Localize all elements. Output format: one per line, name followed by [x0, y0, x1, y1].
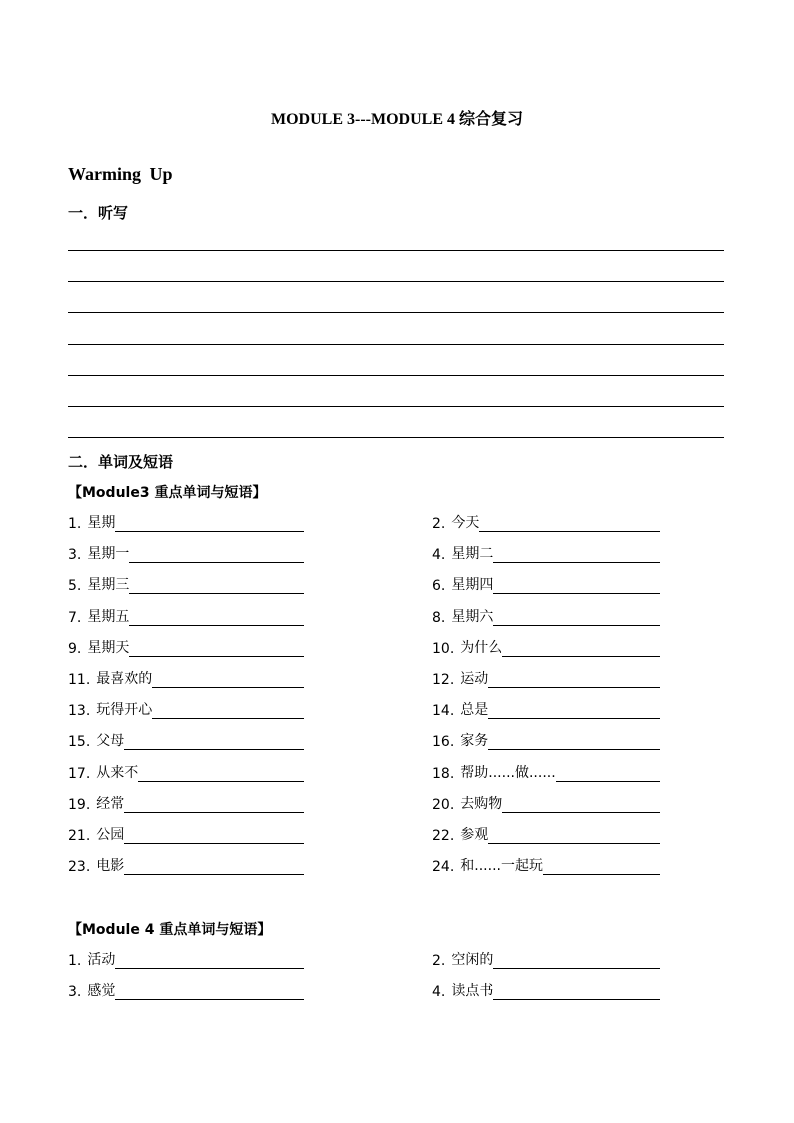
- vocab-item: [68, 699, 304, 719]
- item-number: 22.: [432, 828, 455, 844]
- answer-blank[interactable]: [124, 797, 304, 813]
- answer-blank[interactable]: [479, 516, 660, 532]
- vocab-item: [432, 793, 660, 813]
- vocab-item: [68, 762, 304, 782]
- item-word: 帮助......做......: [460, 764, 556, 781]
- vocab-item: [68, 668, 304, 688]
- item-number: 15.: [68, 734, 91, 751]
- item-number: 13.: [68, 703, 91, 720]
- vocab-item: [432, 543, 660, 563]
- vocab-item: [68, 855, 304, 875]
- item-number: 4.: [432, 547, 446, 564]
- answer-blank[interactable]: [502, 797, 660, 813]
- vocab-item: [68, 637, 304, 657]
- vocab-item: [68, 949, 304, 969]
- answer-blank[interactable]: [493, 610, 660, 626]
- item-word: 电影: [96, 858, 125, 875]
- answer-blank[interactable]: [488, 734, 660, 750]
- item-word: 活动: [87, 952, 116, 968]
- answer-blank[interactable]: [124, 859, 304, 875]
- vocab-item: [432, 762, 660, 782]
- dictation-line[interactable]: [68, 250, 724, 251]
- item-number: 5.: [68, 578, 82, 595]
- answer-blank[interactable]: [124, 828, 304, 844]
- vocab-item: [68, 512, 304, 532]
- answer-blank[interactable]: [556, 766, 660, 782]
- item-number: 24.: [432, 859, 455, 876]
- answer-blank[interactable]: [488, 828, 660, 844]
- vocab-item: [68, 606, 304, 626]
- item-word: 星期六: [451, 608, 494, 625]
- item-word: 最喜欢的: [96, 671, 153, 687]
- dictation-line[interactable]: [68, 312, 724, 313]
- vocab-item: [68, 824, 304, 844]
- answer-blank[interactable]: [138, 766, 304, 782]
- item-number: 8.: [432, 609, 446, 626]
- module4-heading: 【Module 4 重点单词与短语】: [68, 922, 272, 938]
- item-number: 1.: [68, 953, 82, 969]
- item-number: 1.: [68, 516, 82, 532]
- answer-blank[interactable]: [502, 641, 660, 657]
- dictation-line[interactable]: [68, 406, 724, 407]
- dictation-line[interactable]: [68, 281, 724, 282]
- answer-blank[interactable]: [129, 641, 304, 657]
- item-word: 公园: [96, 827, 125, 843]
- item-word: 和......一起玩: [460, 858, 543, 875]
- item-number: 17.: [68, 765, 91, 782]
- item-number: 11.: [68, 672, 91, 688]
- item-number: 7.: [68, 609, 82, 626]
- vocab-item: [432, 668, 660, 688]
- item-word: 参观: [460, 827, 489, 843]
- item-word: 空闲的: [451, 952, 494, 968]
- answer-blank[interactable]: [493, 578, 660, 594]
- item-number: 3.: [68, 547, 82, 564]
- answer-blank[interactable]: [488, 703, 660, 719]
- vocab-item: [432, 637, 660, 657]
- item-number: 19.: [68, 796, 91, 813]
- item-word: 从来不: [96, 764, 139, 781]
- answer-blank[interactable]: [129, 578, 304, 594]
- item-number: 10.: [432, 640, 455, 657]
- vocab-item: [68, 730, 304, 750]
- item-word: 感觉: [87, 983, 116, 1000]
- vocab-item: [68, 793, 304, 813]
- item-number: 9.: [68, 640, 82, 657]
- item-word: 家务: [460, 733, 489, 750]
- vocab-item: [432, 574, 660, 594]
- item-number: 12.: [432, 672, 455, 688]
- item-word: 星期五: [87, 608, 130, 625]
- item-word: 运动: [460, 671, 489, 687]
- item-number: 20.: [432, 796, 455, 813]
- item-word: 总是: [460, 702, 489, 719]
- answer-blank[interactable]: [488, 672, 660, 688]
- vocab-item: [68, 980, 304, 1000]
- answer-blank[interactable]: [493, 953, 660, 969]
- item-number: 23.: [68, 859, 91, 876]
- section-vocabulary-heading: 二．单词及短语: [68, 453, 174, 471]
- item-number: 3.: [68, 984, 82, 1001]
- module3-heading: 【Module3 重点单词与短语】: [68, 485, 267, 501]
- vocab-item: [432, 949, 660, 969]
- answer-blank[interactable]: [115, 953, 304, 969]
- item-word: 星期三: [87, 577, 130, 594]
- item-word: 为什么: [460, 639, 503, 656]
- answer-blank[interactable]: [115, 984, 304, 1000]
- item-number: 14.: [432, 703, 455, 720]
- answer-blank[interactable]: [152, 703, 304, 719]
- item-word: 读点书: [451, 983, 494, 1000]
- item-number: 6.: [432, 578, 446, 595]
- answer-blank[interactable]: [152, 672, 304, 688]
- answer-blank[interactable]: [493, 547, 660, 563]
- item-number: 21.: [68, 828, 91, 844]
- vocab-item: [68, 543, 304, 563]
- vocab-item: [432, 855, 660, 875]
- warming-up-heading: Warming Up: [68, 164, 173, 184]
- item-word: 星期一: [87, 546, 130, 563]
- item-number: 16.: [432, 734, 455, 751]
- dictation-line[interactable]: [68, 344, 724, 345]
- vocab-item: [432, 824, 660, 844]
- item-word: 星期天: [87, 639, 130, 656]
- answer-blank[interactable]: [124, 734, 304, 750]
- page-title: MODULE 3---MODULE 4 综合复习: [271, 111, 523, 128]
- item-number: 18.: [432, 765, 455, 782]
- item-word: 父母: [96, 733, 125, 750]
- answer-blank[interactable]: [115, 516, 304, 532]
- item-number: 2.: [432, 516, 446, 532]
- item-word: 今天: [451, 515, 480, 531]
- item-word: 星期: [87, 515, 116, 531]
- item-word: 去购物: [460, 795, 503, 812]
- vocab-item: [432, 512, 660, 532]
- answer-blank[interactable]: [493, 984, 660, 1000]
- item-word: 玩得开心: [96, 702, 153, 719]
- item-word: 星期四: [451, 577, 494, 594]
- answer-blank[interactable]: [543, 859, 660, 875]
- answer-blank[interactable]: [129, 547, 304, 563]
- vocab-item: [68, 574, 304, 594]
- section-dictation-heading: 一．听写: [68, 204, 129, 222]
- vocab-item: [432, 730, 660, 750]
- vocab-item: [432, 606, 660, 626]
- item-number: 4.: [432, 984, 446, 1001]
- dictation-line[interactable]: [68, 375, 724, 376]
- vocab-item: [432, 980, 660, 1000]
- item-word: 经常: [96, 795, 125, 812]
- item-number: 2.: [432, 953, 446, 969]
- vocab-item: [432, 699, 660, 719]
- item-word: 星期二: [451, 546, 494, 563]
- dictation-line[interactable]: [68, 437, 724, 438]
- answer-blank[interactable]: [129, 610, 304, 626]
